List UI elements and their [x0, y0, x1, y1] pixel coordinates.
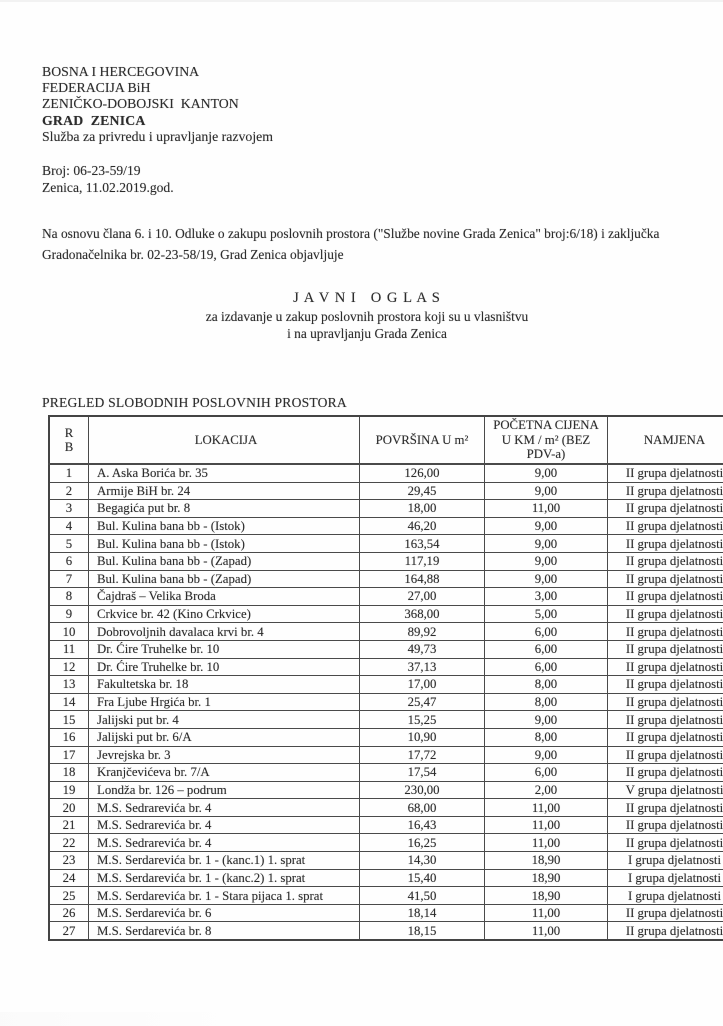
table-row — [49, 869, 723, 887]
cell-price: 18,90 — [485, 887, 608, 905]
table-row — [49, 570, 723, 588]
table-row — [49, 640, 723, 658]
cell-price: 18,90 — [485, 869, 608, 887]
cell-price: 11,00 — [485, 922, 608, 940]
cell-location: Jalijski put br. 4 — [89, 711, 360, 729]
table-row — [49, 904, 723, 922]
cell-row-number: 21 — [49, 816, 89, 834]
cell-location: M.S. Sedrarevića br. 4 — [89, 799, 360, 817]
cell-row-number: 9 — [49, 605, 89, 623]
cell-price: 9,00 — [485, 552, 608, 570]
cell-row-number: 11 — [49, 640, 89, 658]
cell-price: 9,00 — [485, 746, 608, 764]
cell-location: Bul. Kulina bana bb - (Zapad) — [89, 552, 360, 570]
cell-location: Fakultetska br. 18 — [89, 676, 360, 694]
cell-price: 9,00 — [485, 482, 608, 500]
cell-purpose: II grupa djelatnosti — [608, 904, 723, 922]
cell-price: 11,00 — [485, 500, 608, 518]
letterhead — [42, 64, 273, 145]
cell-purpose: I grupa djelatnosti — [608, 852, 723, 870]
cell-area: 18,15 — [360, 922, 485, 940]
cell-area: 15,25 — [360, 711, 485, 729]
cell-location: Dr. Ćire Truhelke br. 10 — [89, 640, 360, 658]
table-row — [49, 623, 723, 641]
cell-purpose: II grupa djelatnosti — [608, 834, 723, 852]
cell-price: 6,00 — [485, 658, 608, 676]
table-row — [49, 711, 723, 729]
cell-price: 8,00 — [485, 693, 608, 711]
cell-row-number: 5 — [49, 535, 89, 553]
cell-area: 15,40 — [360, 869, 485, 887]
cell-price: 11,00 — [485, 816, 608, 834]
cell-location: Begagića put br. 8 — [89, 500, 360, 518]
cell-purpose: I grupa djelatnosti — [608, 869, 723, 887]
cell-area: 49,73 — [360, 640, 485, 658]
cell-row-number: 18 — [49, 764, 89, 782]
cell-purpose: I grupa djelatnosti — [608, 887, 723, 905]
table-row — [49, 605, 723, 623]
cell-purpose: II grupa djelatnosti — [608, 588, 723, 606]
cell-price: 5,00 — [485, 605, 608, 623]
cell-purpose: II grupa djelatnosti — [608, 693, 723, 711]
cell-price: 9,00 — [485, 535, 608, 553]
cell-location: Kranjčevićeva br. 7/A — [89, 764, 360, 782]
table-row — [49, 922, 723, 940]
cell-row-number: 16 — [49, 728, 89, 746]
cell-location: Londža br. 126 – podrum — [89, 781, 360, 799]
cell-area: 17,54 — [360, 764, 485, 782]
table-row — [49, 834, 723, 852]
table-caption: PREGLED SLOBODNIH POSLOVNIH PROSTORA — [42, 395, 347, 411]
cell-row-number: 25 — [49, 887, 89, 905]
notice-title: J A V N I O G L A S — [42, 290, 692, 307]
cell-location: M.S. Sedrarevića br. 4 — [89, 834, 360, 852]
cell-area: 230,00 — [360, 781, 485, 799]
table-row — [49, 482, 723, 500]
cell-area: 25,47 — [360, 693, 485, 711]
cell-row-number: 7 — [49, 570, 89, 588]
notice-subtitle-1: za izdavanje u zakup poslovnih prostora koji su u vlasništvu — [42, 309, 692, 326]
header-purpose: NAMJENA — [608, 416, 723, 464]
cell-price: 6,00 — [485, 640, 608, 658]
cell-purpose: II grupa djelatnosti — [608, 500, 723, 518]
letterhead-federation: FEDERACIJA BiH — [42, 80, 273, 96]
cell-row-number: 15 — [49, 711, 89, 729]
cell-purpose: II grupa djelatnosti — [608, 764, 723, 782]
cell-price: 8,00 — [485, 676, 608, 694]
cell-location: Fra Ljube Hrgića br. 1 — [89, 693, 360, 711]
cell-row-number: 14 — [49, 693, 89, 711]
cell-area: 41,50 — [360, 887, 485, 905]
letterhead-canton: ZENIČKO-DOBOJSKI KANTON — [42, 96, 273, 112]
cell-purpose: II grupa djelatnosti — [608, 464, 723, 482]
place-date: Zenica, 11.02.2019.god. — [42, 180, 174, 197]
header-price: POČETNA CIJENA U KM / m² (BEZ PDV-a) — [485, 416, 608, 464]
letterhead-country: BOSNA I HERCEGOVINA — [42, 64, 273, 80]
table-row — [49, 887, 723, 905]
table-row — [49, 517, 723, 535]
header-row-number — [49, 416, 89, 464]
cell-price: 11,00 — [485, 799, 608, 817]
table-body — [49, 464, 723, 940]
cell-location: M.S. Sedrarevića br. 4 — [89, 816, 360, 834]
cell-purpose: II grupa djelatnosti — [608, 605, 723, 623]
cell-price: 18,90 — [485, 852, 608, 870]
cell-area: 89,92 — [360, 623, 485, 641]
cell-row-number: 6 — [49, 552, 89, 570]
cell-row-number: 12 — [49, 658, 89, 676]
cell-row-number: 17 — [49, 746, 89, 764]
cell-row-number: 10 — [49, 623, 89, 641]
header-rb-line1: R — [65, 426, 74, 440]
table-row — [49, 588, 723, 606]
cell-purpose: II grupa djelatnosti — [608, 711, 723, 729]
cell-location: Jalijski put br. 6/A — [89, 728, 360, 746]
table-header — [49, 416, 723, 464]
table-row — [49, 658, 723, 676]
cell-area: 14,30 — [360, 852, 485, 870]
letterhead-city: GRAD ZENICA — [42, 113, 273, 129]
header-rb-line2: B — [65, 440, 74, 454]
table-row — [49, 693, 723, 711]
cell-area: 27,00 — [360, 588, 485, 606]
cell-row-number: 19 — [49, 781, 89, 799]
cell-row-number: 1 — [49, 464, 89, 482]
cell-purpose: II grupa djelatnosti — [608, 816, 723, 834]
cell-area: 17,72 — [360, 746, 485, 764]
cell-price: 9,00 — [485, 517, 608, 535]
cell-area: 29,45 — [360, 482, 485, 500]
cell-purpose: II grupa djelatnosti — [608, 746, 723, 764]
table-row — [49, 728, 723, 746]
cell-location: A. Aska Borića br. 35 — [89, 464, 360, 482]
cell-price: 2,00 — [485, 781, 608, 799]
cell-location: Armije BiH br. 24 — [89, 482, 360, 500]
cell-area: 164,88 — [360, 570, 485, 588]
table-row — [49, 816, 723, 834]
cell-row-number: 22 — [49, 834, 89, 852]
cell-area: 368,00 — [360, 605, 485, 623]
cell-row-number: 3 — [49, 500, 89, 518]
cell-row-number: 4 — [49, 517, 89, 535]
cell-purpose: II grupa djelatnosti — [608, 728, 723, 746]
notice-subtitle-2: i na upravljanju Grada Zenica — [42, 326, 692, 343]
cell-price: 6,00 — [485, 623, 608, 641]
cell-area: 18,00 — [360, 500, 485, 518]
cell-area: 18,14 — [360, 904, 485, 922]
cell-location: M.S. Serdarevića br. 1 - (kanc.2) 1. sprat — [89, 869, 360, 887]
letterhead-department: Služba za privredu i upravljanje razvojem — [42, 129, 273, 145]
cell-purpose: II grupa djelatnosti — [608, 623, 723, 641]
cell-row-number: 8 — [49, 588, 89, 606]
table-row — [49, 500, 723, 518]
cell-location: Čajdraš – Velika Broda — [89, 588, 360, 606]
cell-purpose: II grupa djelatnosti — [608, 799, 723, 817]
cell-purpose: II grupa djelatnosti — [608, 517, 723, 535]
cell-area: 163,54 — [360, 535, 485, 553]
cell-price: 6,00 — [485, 764, 608, 782]
header-location: LOKACIJA — [89, 416, 360, 464]
cell-purpose: II grupa djelatnosti — [608, 640, 723, 658]
cell-price: 11,00 — [485, 834, 608, 852]
cell-area: 16,25 — [360, 834, 485, 852]
table-row — [49, 799, 723, 817]
table-row — [49, 552, 723, 570]
cell-purpose: II grupa djelatnosti — [608, 676, 723, 694]
table-row — [49, 764, 723, 782]
cell-area: 10,90 — [360, 728, 485, 746]
cell-purpose: II grupa djelatnosti — [608, 482, 723, 500]
cell-location: M.S. Serdarevića br. 1 - Stara pijaca 1. sprat — [89, 887, 360, 905]
cell-row-number: 27 — [49, 922, 89, 940]
cell-area: 46,20 — [360, 517, 485, 535]
table-row — [49, 464, 723, 482]
cell-location: M.S. Serdarevića br. 6 — [89, 904, 360, 922]
table-row — [49, 676, 723, 694]
cell-row-number: 13 — [49, 676, 89, 694]
notice-title-block — [42, 290, 692, 342]
cell-purpose: II grupa djelatnosti — [608, 552, 723, 570]
cell-row-number: 24 — [49, 869, 89, 887]
cell-location: Jevrejska br. 3 — [89, 746, 360, 764]
cell-row-number: 20 — [49, 799, 89, 817]
cell-row-number: 26 — [49, 904, 89, 922]
table-header-row — [49, 416, 723, 464]
cell-purpose: II grupa djelatnosti — [608, 922, 723, 940]
header-area: POVRŠINA U m² — [360, 416, 485, 464]
cell-price: 9,00 — [485, 464, 608, 482]
cell-location: Dobrovoljnih davalaca krvi br. 4 — [89, 623, 360, 641]
cell-area: 16,43 — [360, 816, 485, 834]
cell-location: M.S. Serdarevića br. 8 — [89, 922, 360, 940]
cell-location: Bul. Kulina bana bb - (Zapad) — [89, 570, 360, 588]
cell-price: 9,00 — [485, 711, 608, 729]
cell-price: 8,00 — [485, 728, 608, 746]
ref-number: Broj: 06-23-59/19 — [42, 163, 174, 180]
intro-paragraph: Na osnovu člana 6. i 10. Odluke o zakupu poslovnih prostora ("Službe novine Grada Zenica" broj:6/18) i zaključka Gradonačelnika br. 02-23-58/19, Grad Zenica objavljuje — [42, 223, 692, 265]
table-row — [49, 781, 723, 799]
cell-location: Bul. Kulina bana bb - (Istok) — [89, 517, 360, 535]
cell-row-number: 2 — [49, 482, 89, 500]
cell-price: 9,00 — [485, 570, 608, 588]
cell-location: Bul. Kulina bana bb - (Istok) — [89, 535, 360, 553]
cell-row-number: 23 — [49, 852, 89, 870]
reference-block — [42, 163, 174, 196]
cell-area: 68,00 — [360, 799, 485, 817]
cell-location: M.S. Serdarevića br. 1 - (kanc.1) 1. sprat — [89, 852, 360, 870]
cell-purpose: II grupa djelatnosti — [608, 570, 723, 588]
cell-price: 3,00 — [485, 588, 608, 606]
table-row — [49, 852, 723, 870]
cell-purpose: II grupa djelatnosti — [608, 535, 723, 553]
cell-purpose: II grupa djelatnosti — [608, 658, 723, 676]
table-row — [49, 535, 723, 553]
cell-area: 17,00 — [360, 676, 485, 694]
cell-purpose: V grupa djelatnosti — [608, 781, 723, 799]
table-row — [49, 746, 723, 764]
cell-area: 117,19 — [360, 552, 485, 570]
premises-table — [48, 415, 723, 941]
cell-location: Dr. Ćire Truhelke br. 10 — [89, 658, 360, 676]
cell-area: 126,00 — [360, 464, 485, 482]
cell-price: 11,00 — [485, 904, 608, 922]
cell-location: Crkvice br. 42 (Kino Crkvice) — [89, 605, 360, 623]
cell-area: 37,13 — [360, 658, 485, 676]
